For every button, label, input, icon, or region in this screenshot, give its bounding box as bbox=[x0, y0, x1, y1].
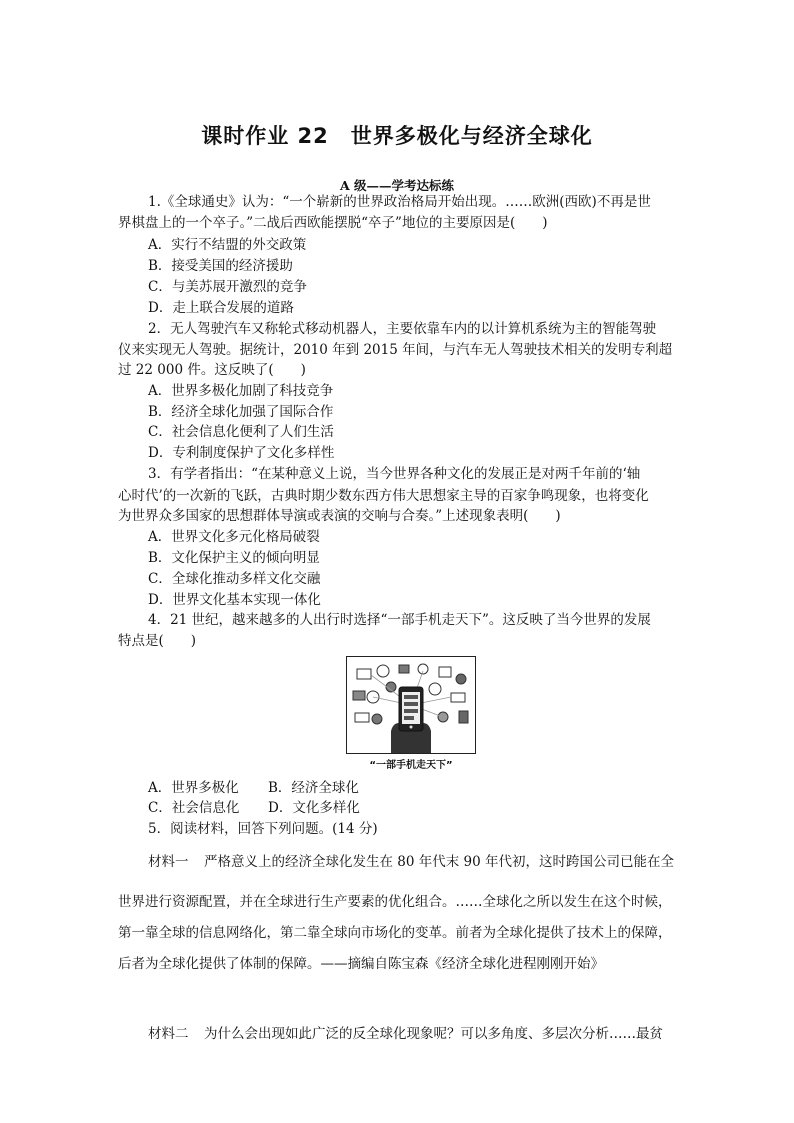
q3-option-a: A．世界文化多元化格局破裂 bbox=[148, 529, 320, 545]
chart-icon bbox=[439, 667, 451, 677]
q4-option-c: C．社会信息化 bbox=[148, 800, 240, 816]
material-2-label: 材料二 bbox=[148, 1026, 189, 1042]
q1-option-d: D．走上联合发展的道路 bbox=[148, 300, 294, 316]
laptop-icon bbox=[355, 713, 369, 722]
q2-option-a: A．世界多极化加剧了科技竞争 bbox=[148, 383, 334, 399]
q3-stem-line-3: 为世界众多国家的思想群体导演或表演的交响与合奏。”上述现象表明( ) bbox=[118, 508, 561, 524]
material-1-line-2: 世界进行资源配置，并在全球进行生产要素的优化组合。……全球化之所以发生在这个时候， bbox=[118, 894, 672, 910]
smartphone-illustration bbox=[346, 656, 476, 754]
q1-stem-line-2: 界棋盘上的一个卒子。”二战后西欧能摆脱“卒子”地位的主要原因是( ) bbox=[118, 215, 548, 231]
q1-option-b: B．接受美国的经济援助 bbox=[148, 258, 293, 274]
material-1-label: 材料一 bbox=[148, 854, 189, 870]
figure-caption: “一部手机走天下” bbox=[369, 760, 453, 771]
q2-option-c: C．社会信息化便利了人们生活 bbox=[148, 424, 334, 440]
q3-stem-line-1: 3．有学者指出：“在某种意义上说，当今世界各种文化的发展正是对两千年前的‘轴 bbox=[148, 466, 641, 482]
material-1-line-3: 第一靠全球的信息网络化，第二靠全球向市场化的变革。前者为全球化提供了技术上的保障， bbox=[118, 925, 672, 941]
q4-stem-line-1: 4．21 世纪，越来越多的人出行时选择“一部手机走天下”。这反映了当今世界的发展 bbox=[148, 612, 651, 628]
q3-stem-line-2: 心时代’的一次新的飞跃，古典时期少数东西方伟大思想家主导的百家争鸣现象，也将变化 bbox=[118, 488, 649, 504]
mail-icon bbox=[451, 693, 465, 702]
q3-option-b: B．文化保护主义的倾向明显 bbox=[148, 550, 320, 566]
q4-option-d: D．文化多样化 bbox=[268, 800, 360, 816]
q4-stem-line-2: 特点是( ) bbox=[118, 633, 197, 649]
material-2-line-1: 为什么会出现如此广泛的反全球化现象呢？可以多角度、多层次分析……最贫 bbox=[204, 1026, 663, 1042]
q2-stem-line-3: 过 22 000 件。这反映了( ) bbox=[118, 362, 306, 378]
wifi-icon bbox=[429, 683, 441, 695]
q2-stem-line-1: 2．无人驾驶汽车又称轮式移动机器人，主要依靠车内的以计算机系统为主的智能驾驶 bbox=[148, 321, 657, 337]
page-title: 课时作业 22 世界多极化与经济全球化 bbox=[201, 124, 593, 148]
material-1-line-4: 后者为全球化提供了体制的保障。——摘编自陈宝森《经济全球化进程刚刚开始》 bbox=[118, 956, 604, 972]
q2-option-b: B．经济全球化加强了国际合作 bbox=[148, 404, 334, 420]
q3-option-c: C．全球化推动多样文化交融 bbox=[148, 571, 321, 587]
q4-option-b: B．经济全球化 bbox=[268, 780, 359, 796]
q1-option-c: C．与美苏展开激烈的竞争 bbox=[148, 279, 307, 295]
section-heading: A 级——学考达标练 bbox=[339, 178, 455, 193]
cart-icon bbox=[399, 665, 409, 673]
q2-option-d: D．专利制度保护了文化多样性 bbox=[148, 445, 335, 461]
camera-icon bbox=[456, 674, 466, 684]
q2-stem-line-2: 仪来实现无人驾驶。据统计，2010 年到 2015 年间，与汽车无人驾驶技术相关的发明专利超 bbox=[118, 342, 673, 358]
globe-icon bbox=[377, 665, 389, 677]
clock-icon bbox=[418, 664, 428, 674]
material-1-line-1: 严格意义上的经济全球化发生在 80 年代末 90 年代初，这时跨国公司已能在全 bbox=[204, 854, 675, 870]
people-icon bbox=[372, 714, 382, 724]
q1-option-a: A．实行不结盟的外交政策 bbox=[148, 237, 307, 253]
phone-icon bbox=[459, 711, 468, 723]
q3-option-d: D．世界文化基本实现一体化 bbox=[148, 592, 321, 608]
q4-option-a: A．世界多极化 bbox=[148, 780, 239, 796]
monitor-icon bbox=[357, 669, 371, 679]
q5-stem: 5．阅读材料，回答下列问题。(14 分) bbox=[148, 821, 378, 837]
q1-stem-line-1: 1.《全球通史》认为：“一个崭新的世界政治格局开始出现。……欧洲(西欧)不再是世 bbox=[148, 194, 651, 210]
printer-icon bbox=[353, 691, 365, 700]
